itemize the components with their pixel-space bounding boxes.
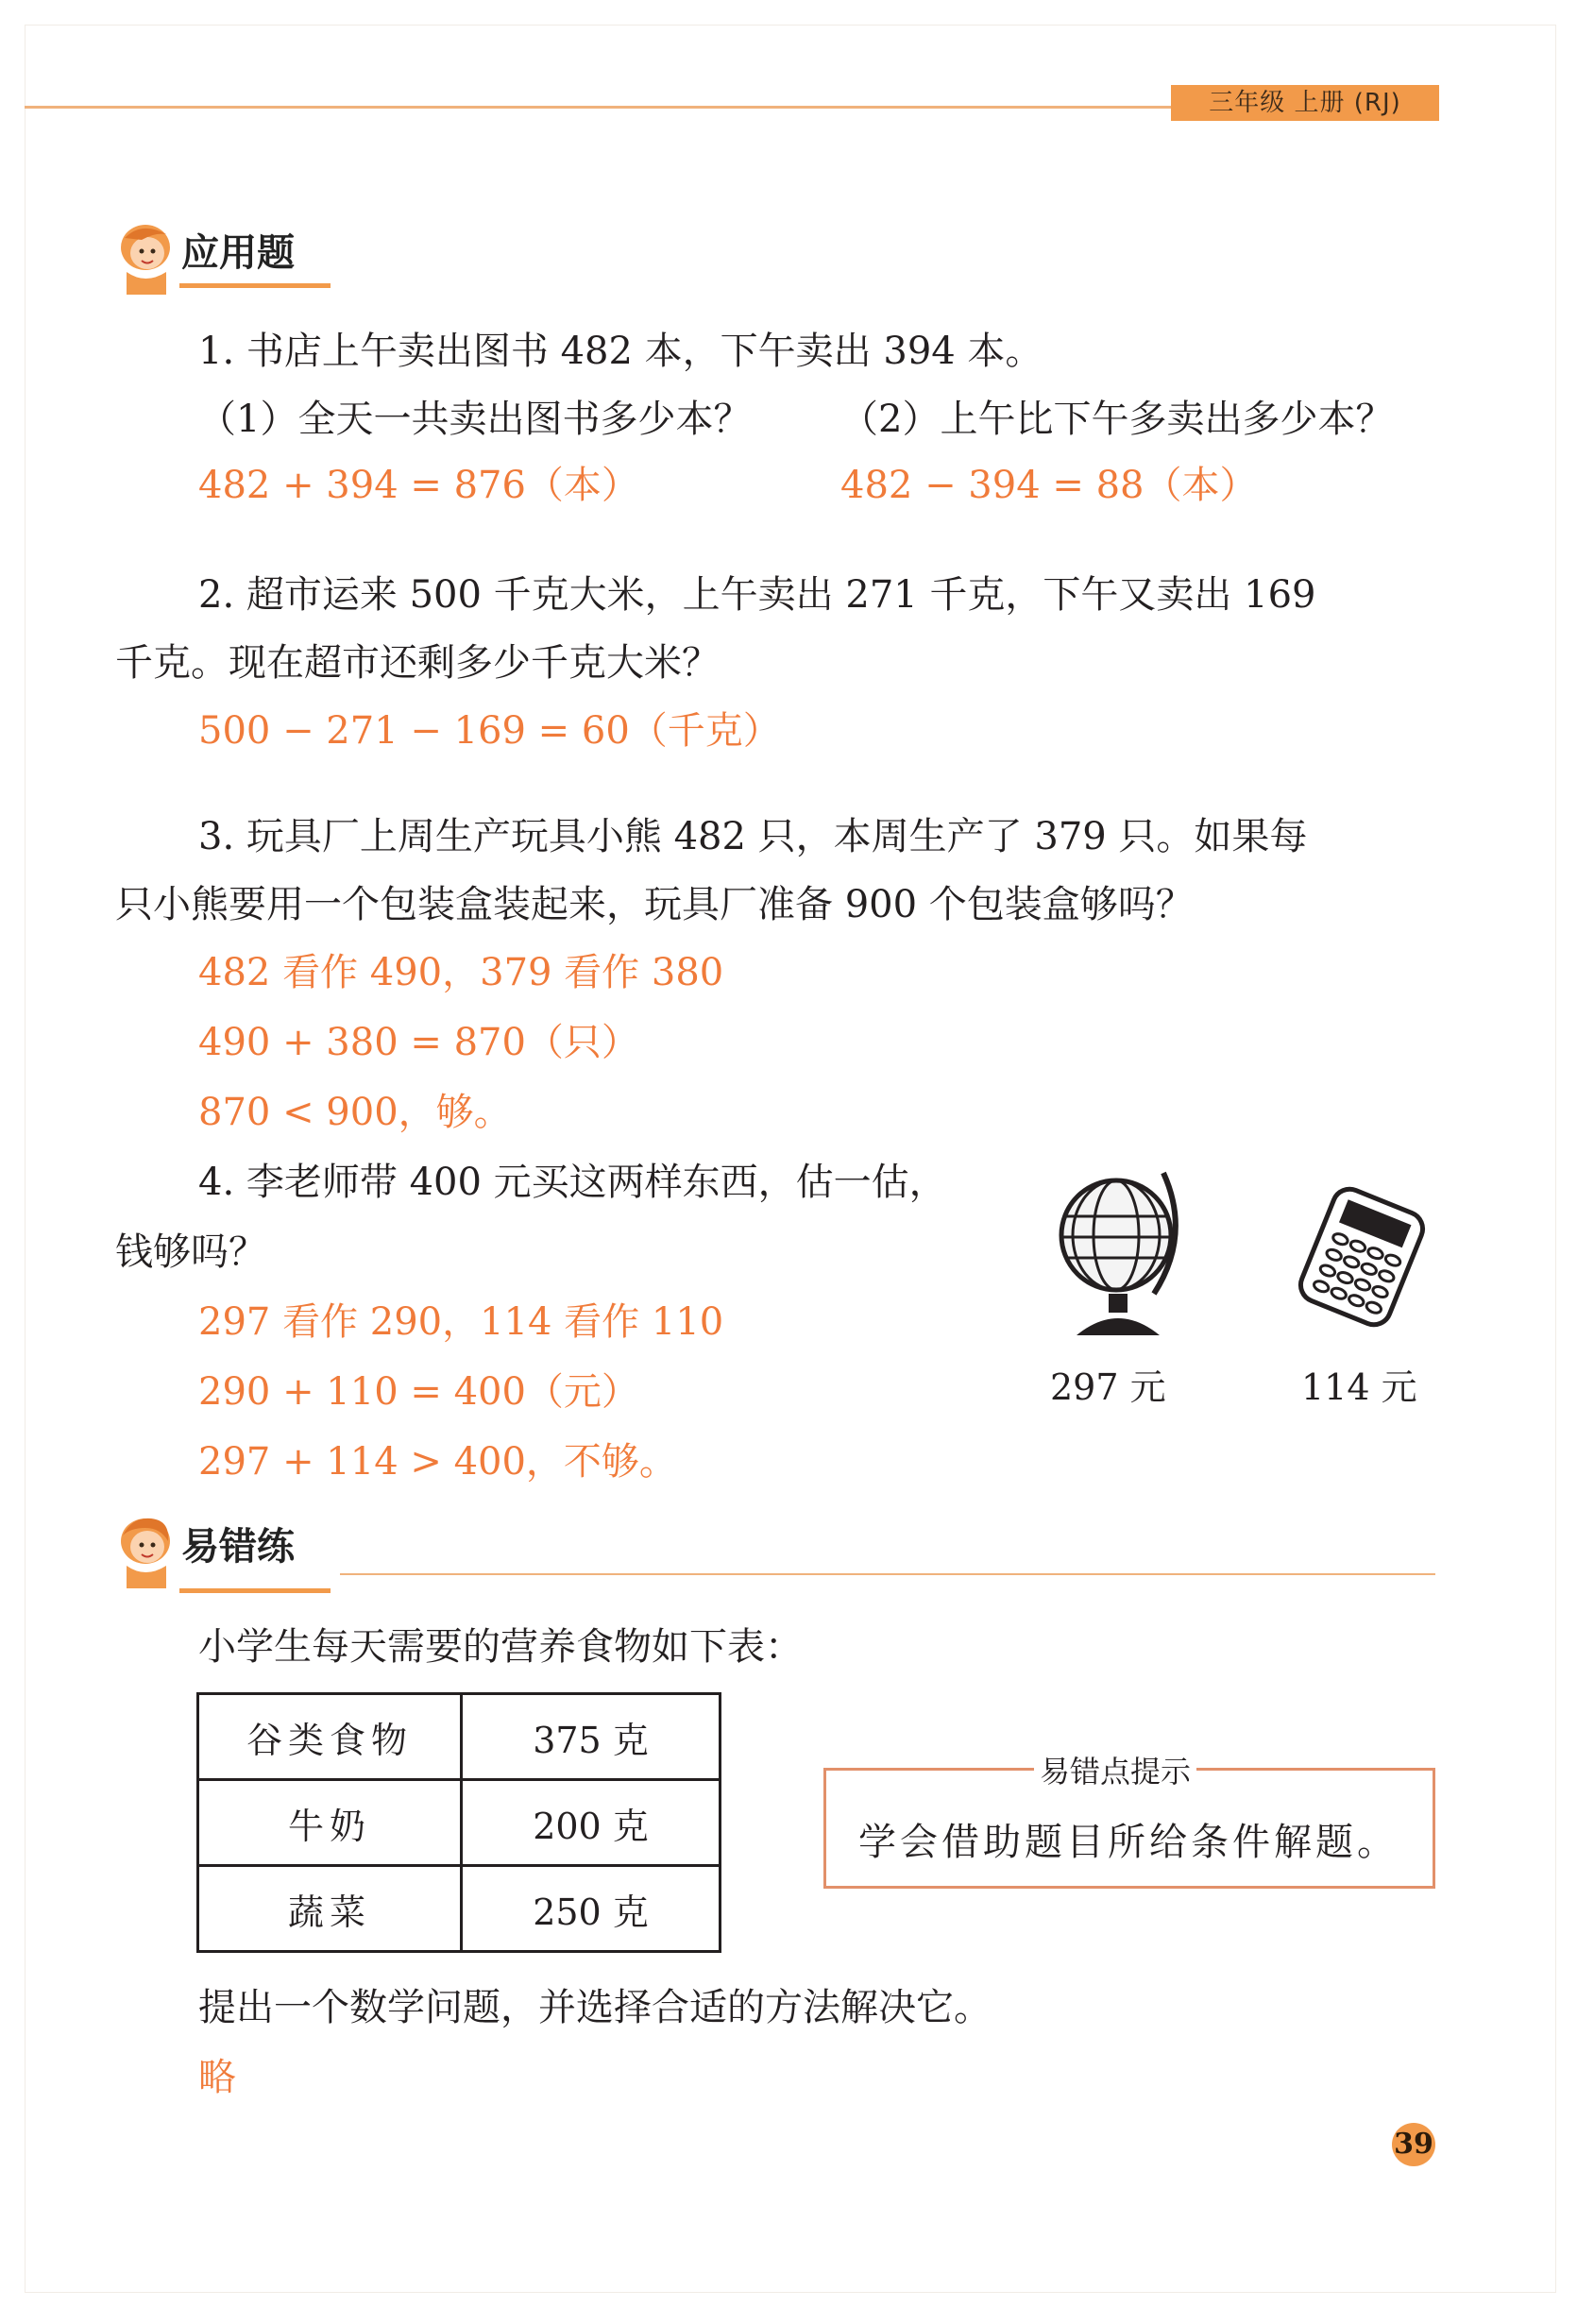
table-row	[198, 1694, 721, 1780]
mascot-icon	[113, 1513, 178, 1590]
question-4-line-1: 4. 李老师带 400 元买这两样东西，估一估，	[198, 1161, 947, 1204]
table-cell: 375 克	[462, 1694, 721, 1780]
answer-1-part-1: 482 + 394 = 876（本）	[198, 464, 639, 507]
globe-icon	[1050, 1160, 1192, 1345]
question-3-line-2: 只小熊要用一个包装盒装起来，玩具厂准备 900 个包装盒够吗？	[115, 883, 1194, 926]
table-row	[198, 1866, 721, 1952]
question-2-line-1: 2. 超市运来 500 千克大米，上午卖出 271 千克，下午又卖出 169	[198, 573, 1316, 617]
question-4-line-2: 钱够吗？	[115, 1230, 266, 1274]
section-title: 易错练	[181, 1525, 295, 1569]
title-underline	[179, 1588, 331, 1593]
page-number: 39	[1392, 2123, 1435, 2166]
table-cell: 200 克	[462, 1780, 721, 1866]
table-cell: 谷类食物	[198, 1694, 462, 1780]
question-3-line-1: 3. 玩具厂上周生产玩具小熊 482 只，本周生产了 379 只。如果每	[198, 815, 1308, 858]
section-heading-applied	[113, 219, 397, 276]
calculator-icon	[1286, 1186, 1437, 1328]
tip-title: 易错点提示	[1034, 1748, 1196, 1791]
table-cell: 蔬菜	[198, 1866, 462, 1952]
table-row	[198, 1780, 721, 1866]
section-heading-error-practice	[113, 1513, 397, 1569]
table-cell: 牛奶	[198, 1780, 462, 1866]
title-underline	[179, 283, 331, 288]
answer-4-line-3: 297 + 114 > 400，不够。	[198, 1440, 677, 1484]
header-rule	[25, 106, 1175, 109]
answer-1-part-2: 482 − 394 = 88（本）	[840, 464, 1258, 507]
section-title: 应用题	[181, 231, 295, 275]
answer-3-line-2: 490 + 380 = 870（只）	[198, 1021, 639, 1064]
table-cell: 250 克	[462, 1866, 721, 1952]
section-rule	[340, 1573, 1435, 1575]
question-1-part-1: （1）全天一共卖出图书多少本？	[198, 398, 752, 441]
table-intro: 小学生每天需要的营养食物如下表：	[198, 1625, 803, 1669]
tip-text: 学会借助题目所给条件解题。	[858, 1821, 1399, 1864]
open-question: 提出一个数学问题，并选择合适的方法解决它。	[198, 1986, 992, 2029]
answer-4-line-2: 290 + 110 = 400（元）	[198, 1370, 639, 1414]
answer-3-line-3: 870 < 900，够。	[198, 1091, 512, 1134]
mascot-icon	[113, 219, 178, 297]
answer-3-line-1: 482 看作 490，379 看作 380	[198, 951, 724, 994]
answer-2: 500 − 271 − 169 = 60（千克）	[198, 709, 781, 753]
question-2-line-2: 千克。现在超市还剩多少千克大米？	[115, 641, 720, 685]
question-1-part-2: （2）上午比下午多卖出多少本？	[840, 398, 1394, 441]
answer-4-line-1: 297 看作 290，114 看作 110	[198, 1300, 724, 1344]
calculator-price: 114 元	[1301, 1366, 1417, 1408]
tip-box	[823, 1754, 1435, 1889]
open-answer: 略	[198, 2056, 236, 2099]
grade-badge: 三年级 上册 (RJ)	[1171, 85, 1439, 121]
globe-price: 297 元	[1050, 1366, 1166, 1408]
question-1: 1. 书店上午卖出图书 482 本，下午卖出 394 本。	[198, 330, 1043, 373]
nutrition-table	[196, 1692, 721, 1953]
